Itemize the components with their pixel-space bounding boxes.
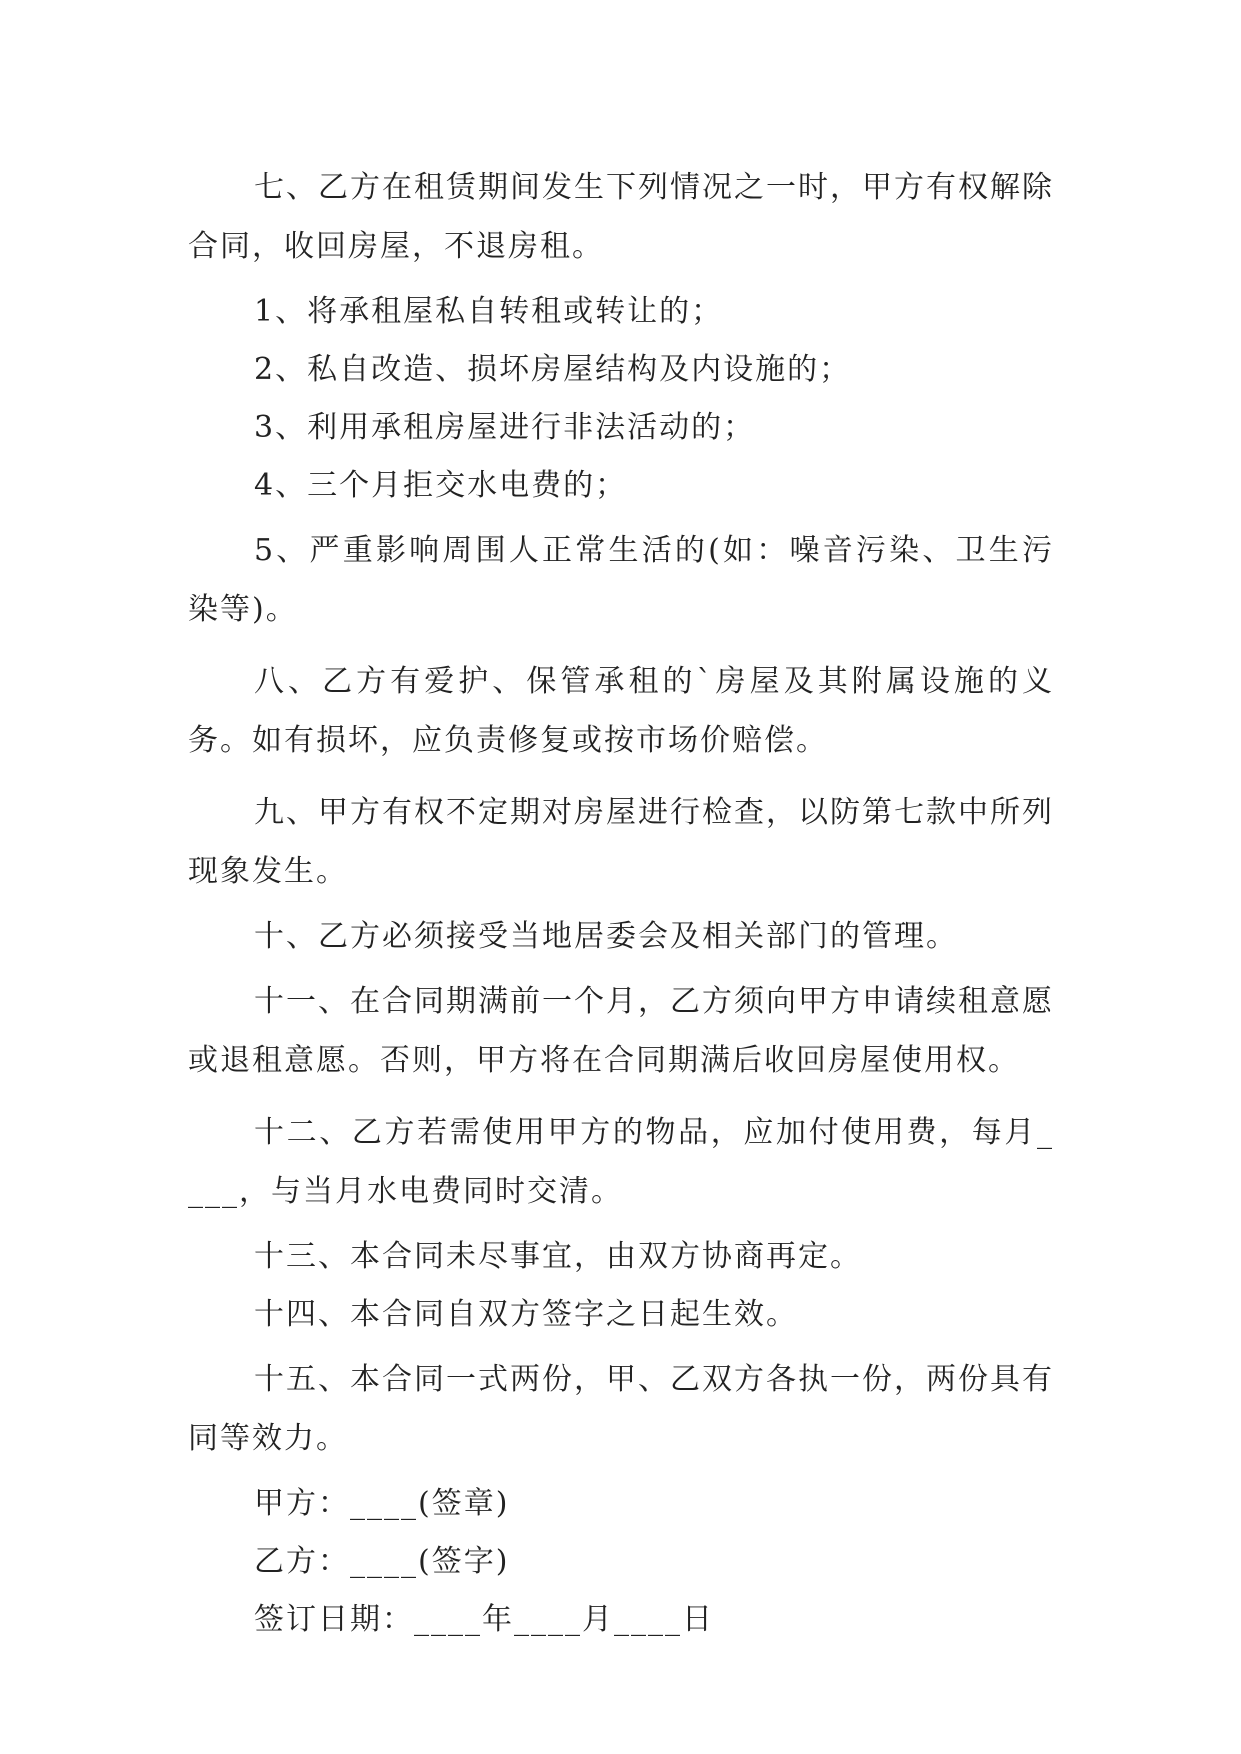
clause-9-paragraph: 九、甲方有权不定期对房屋进行检查，以防第七款中所列现象发生。	[188, 795, 1054, 889]
clause-12-paragraph: 十二、乙方若需使用甲方的物品，应加付使用费，每月____，与当月水电费同时交清。	[188, 1115, 1054, 1209]
clause-8-paragraph: 八、乙方有爱护、保管承租的`房屋及其附属设施的义务。如有损坏，应负责修复或按市场价赔偿。	[188, 664, 1054, 758]
clause-7-item-2: 2、私自改造、损坏房屋结构及内设施的；	[254, 352, 852, 387]
party-a-signature-line: 甲方：____(签章)	[254, 1486, 510, 1521]
clause-11-paragraph: 十一、在合同期满前一个月，乙方须向甲方申请续租意愿或退租意愿。否则，甲方将在合同期满后收回房屋使用权。	[188, 984, 1054, 1078]
signing-date-line: 签订日期：____年____月____日	[254, 1602, 714, 1637]
clause-14-paragraph: 十四、本合同自双方签字之日起生效。	[254, 1297, 798, 1332]
clause-13-paragraph: 十三、本合同未尽事宜，由双方协商再定。	[254, 1239, 862, 1274]
party-b-signature-line: 乙方：____(签字)	[254, 1544, 510, 1579]
clause-10-paragraph: 十、乙方必须接受当地居委会及相关部门的管理。	[254, 919, 958, 954]
clause-7-item-4: 4、三个月拒交水电费的；	[254, 468, 628, 503]
clause-7-item-1: 1、将承租屋私自转租或转让的；	[254, 294, 724, 329]
contract-page	[188, 158, 1054, 1655]
clause-7-item-3: 3、利用承租房屋进行非法活动的；	[254, 410, 756, 445]
clause-7-paragraph: 七、乙方在租赁期间发生下列情况之一时，甲方有权解除合同，收回房屋，不退房租。	[188, 170, 1054, 264]
clause-7-item-5: 5、严重影响周围人正常生活的(如：噪音污染、卫生污染等)。	[188, 533, 1054, 627]
clause-15-paragraph: 十五、本合同一式两份，甲、乙双方各执一份，两份具有同等效力。	[188, 1362, 1054, 1456]
